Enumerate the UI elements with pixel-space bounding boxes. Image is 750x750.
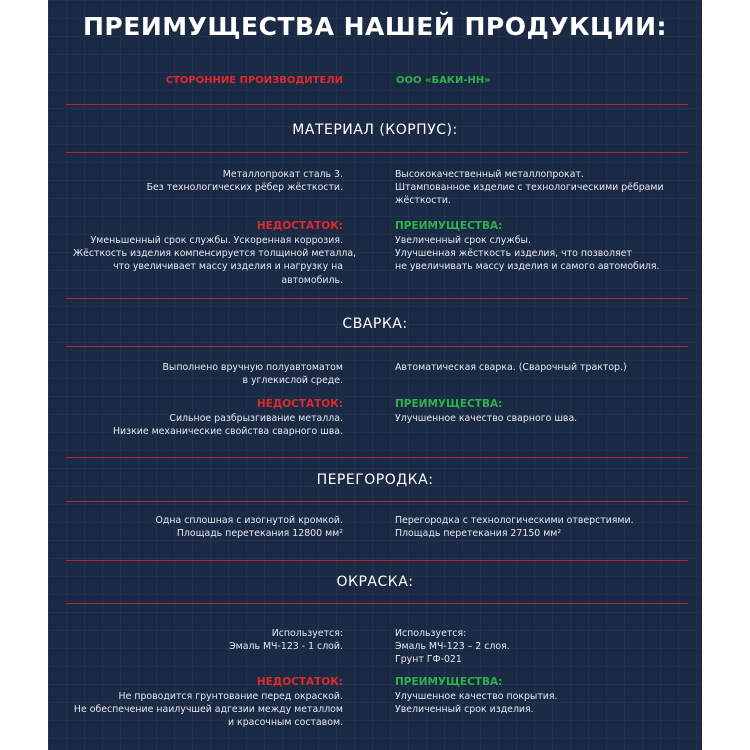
welding-competitor-description: Выполнено вручную полуавтоматом в углекислой среде.	[162, 362, 343, 387]
section-divider	[66, 457, 688, 458]
material-advantage-label: ПРЕИМУЩЕСТВА:	[395, 220, 503, 232]
painting-competitor-description: Используется: Эмаль МЧ-123 - 1 слой.	[229, 628, 343, 653]
material-company-description: Высококачественный металлопрокат. Штампованное изделие с технологическими рёбрами жёсткости.	[395, 169, 664, 207]
section-divider	[66, 152, 688, 153]
painting-advantage-text: Улучшенное качество покрытия. Увеличенный срок изделия.	[395, 691, 558, 716]
section-divider	[66, 501, 688, 502]
material-disadvantage-label: НЕДОСТАТОК:	[256, 220, 343, 232]
painting-disadvantage-label: НЕДОСТАТОК:	[256, 676, 343, 688]
partition-company-description: Перегородка с технологическими отверстиями. Площадь перетекания 27150 мм²	[395, 515, 634, 540]
section-divider	[66, 346, 688, 347]
section-divider	[66, 603, 688, 604]
section-title-welding: СВАРКА:	[342, 316, 408, 332]
section-title-painting: ОКРАСКА:	[336, 574, 414, 590]
welding-disadvantage-text: Сильное разбрызгивание металла. Низкие механические свойства сварного шва.	[112, 413, 343, 438]
column-header-company: ООО «БАКИ-НН»	[396, 75, 491, 86]
welding-company-description: Автоматическая сварка. (Сварочный трактор.)	[395, 362, 627, 373]
page-title: ПРЕИМУЩЕСТВА НАШЕЙ ПРОДУКЦИИ:	[83, 12, 667, 41]
material-disadvantage-text: Уменьшенный срок службы. Ускоренная коррозия. Жёсткость изделия компенсируется толщиной металла, что увеличивает массу изделия и нагрузку на автомобиль.	[73, 235, 357, 286]
painting-disadvantage-text: Не проводится грунтование перед окраской. Не обеспечение наилучшей адгезии между металлом и красочным составом.	[73, 691, 343, 729]
welding-advantage-text: Улучшенное качество сварного шва.	[395, 413, 578, 424]
welding-advantage-label: ПРЕИМУЩЕСТВА:	[395, 398, 503, 410]
painting-advantage-label: ПРЕИМУЩЕСТВА:	[395, 676, 503, 688]
section-divider	[66, 298, 688, 299]
material-advantage-text: Увеличенный срок службы. Улучшенная жёсткость изделия, что позволяет не увеличивать массу изделия и самого автомобиля.	[395, 235, 660, 273]
material-competitor-description: Металлопрокат сталь 3. Без технологических рёбер жёсткости.	[146, 169, 343, 194]
advantages-panel	[48, 0, 702, 750]
column-header-competitors: СТОРОННИЕ ПРОИЗВОДИТЕЛИ	[165, 75, 343, 86]
section-divider	[66, 104, 688, 105]
section-title-partition: ПЕРЕГОРОДКА:	[316, 472, 434, 488]
partition-competitor-description: Одна сплошная с изогнутой кромкой. Площадь перетекания 12800 мм²	[155, 515, 343, 540]
welding-disadvantage-label: НЕДОСТАТОК:	[256, 398, 343, 410]
section-title-material: МАТЕРИАЛ (КОРПУС):	[292, 122, 458, 138]
section-divider	[66, 560, 688, 561]
painting-company-description: Используется: Эмаль МЧ-123 – 2 слоя. Грунт ГФ-021	[395, 628, 510, 666]
